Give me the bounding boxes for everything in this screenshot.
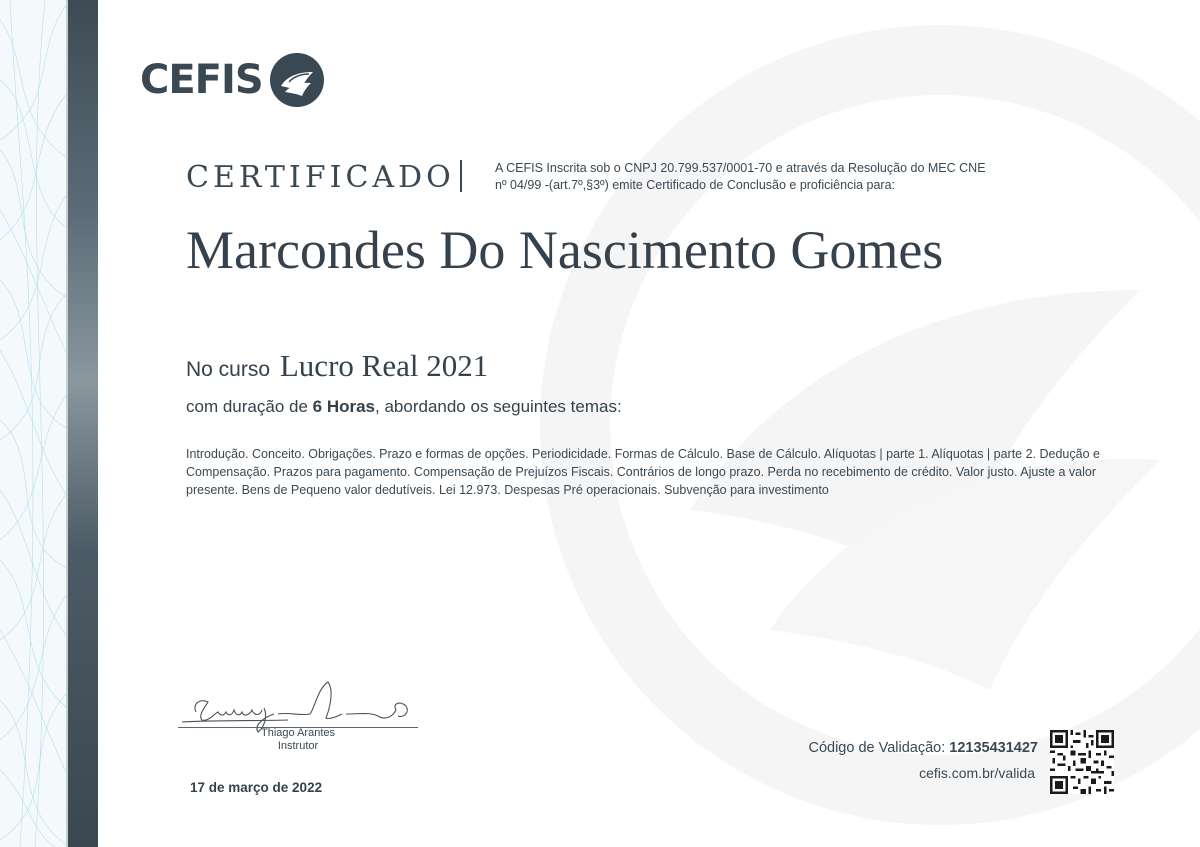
cefis-logo xyxy=(140,52,325,108)
validation-url[interactable]: cefis.com.br/valida xyxy=(919,765,1035,781)
title-divider xyxy=(460,160,462,192)
watermark-logo-graphic xyxy=(520,0,1200,847)
course-line xyxy=(186,348,488,384)
validation-label: Código de Validação: xyxy=(808,740,950,756)
course-duration xyxy=(186,397,622,417)
recipient-name: Marcondes Do Nascimento Gomes xyxy=(186,220,944,280)
intro-line-2: nº 04/99 -(art.7º,§3º) emite Certificado de Conclusão e proficiência para: xyxy=(495,178,896,192)
line-pattern-graphic xyxy=(0,0,70,847)
duration-value: 6 Horas xyxy=(312,397,376,416)
sidebar-color-bar xyxy=(68,0,98,847)
duration-text-after: , abordando os seguintes temas: xyxy=(375,397,622,416)
logo-text: CEFIS xyxy=(140,57,263,103)
intro-line-1: A CEFIS Inscrita sob o CNPJ 20.799.537/0001-70 e através da Resolução do MEC CNE xyxy=(495,161,986,175)
course-prefix: No curso xyxy=(186,358,271,381)
cefis-book-icon xyxy=(269,52,325,108)
certificate-title: CERTIFICADO xyxy=(186,160,455,195)
validation-code: 12135431427 xyxy=(949,740,1038,756)
certificate-intro-text xyxy=(495,160,1015,194)
qr-code-icon[interactable] xyxy=(1050,730,1114,794)
validation-code-line xyxy=(808,740,1038,756)
duration-text-before: com duração de xyxy=(186,397,313,416)
decorative-pattern-strip xyxy=(0,0,70,847)
course-name: Lucro Real 2021 xyxy=(279,348,489,383)
course-topics: Introdução. Conceito. Obrigações. Prazo e formas de opções. Periodicidade. Formas de Cálculo. Base de Cálculo. Alíquotas | parte 1. Alíquotas | parte 2. Dedução e Compensação. Prazos para pagamento. Compensação de Prejuízos Fiscais. Contrários de longo prazo. Perda no recebimento de crédito. Valor justo. Ajuste a valor presente. Bens de Pequeno valor dedutíveis. Lei 12.973. Despesas Pré operacionais. Subvenção para investimento xyxy=(186,447,1100,497)
issue-date: 17 de março de 2022 xyxy=(190,780,323,795)
instructor-name: Thiago Arantes xyxy=(261,727,335,739)
instructor-role: Instrutor xyxy=(277,740,319,752)
